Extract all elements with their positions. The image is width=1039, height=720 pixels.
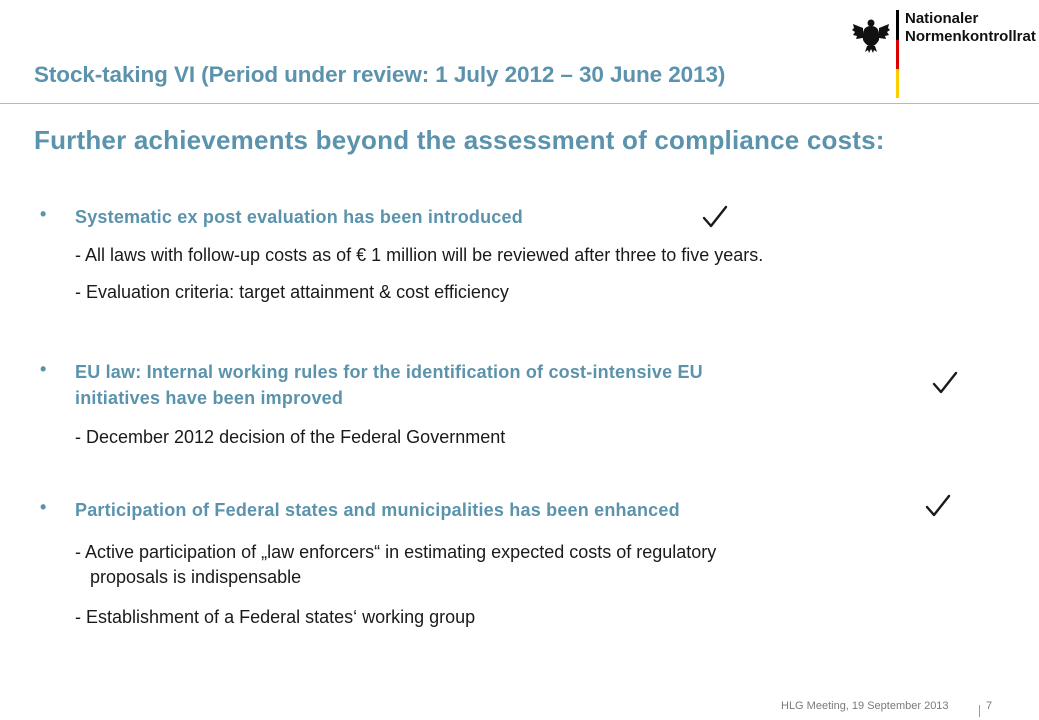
logo-wordmark [905,10,1036,46]
bullet-subpoint: - Active participation of „law enforcers“ in estimating expected costs of regulatory [75,542,717,562]
bullet-marker: • [40,359,47,379]
footer-separator [979,705,980,717]
bullet-subpoint: - All laws with follow-up costs as of € 1 million will be reviewed after three to five years. [75,245,764,265]
bullet-heading: Participation of Federal states and municipalities has been enhanced [75,500,680,520]
logo-line-2: Normenkontrollrat [905,28,1036,45]
slide-title: Stock-taking VI (Period under review: 1 July 2012 – 30 June 2013) [34,62,726,87]
section-heading: Further achievements beyond the assessment of compliance costs: [34,125,885,155]
logo-line-1: Nationaler [905,10,979,27]
footer-text: HLG Meeting, 19 September 2013 [781,700,949,712]
bullet-heading: EU law: Internal working rules for the identification of cost-intensive EU [75,362,703,382]
bullet-subpoint: - December 2012 decision of the Federal Government [75,427,506,447]
bullet-subpoint: - Establishment of a Federal states‘ working group [75,607,476,627]
title-divider [0,103,1039,104]
bullet-marker: • [40,204,47,224]
bullet-heading-cont: initiatives have been improved [75,388,344,408]
bullet-marker: • [40,497,47,517]
flag-stripe [896,10,899,98]
nkr-logo [851,6,1036,98]
bullet-heading: Systematic ex post evaluation has been introduced [75,207,523,227]
federal-eagle-icon [851,14,891,54]
checkmark-icon [702,205,728,229]
bullet-subpoint: - Evaluation criteria: target attainment & cost efficiency [75,282,509,302]
page-number: 7 [986,700,993,712]
checkmark-icon [925,494,951,518]
bullet-subpoint-cont: proposals is indispensable [75,567,302,587]
checkmark-icon [932,371,958,395]
